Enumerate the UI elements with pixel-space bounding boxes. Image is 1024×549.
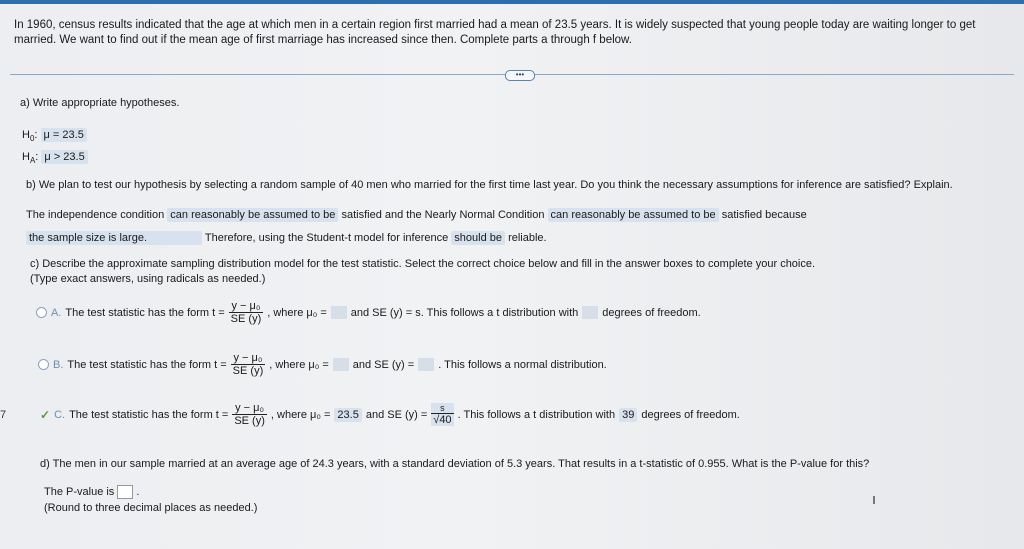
fraction-denominator: SE (y) xyxy=(234,415,265,427)
part-b-prompt: b) We plan to test our hypothesis by selecting a random sample of 40 men who married for the first time last year. Do you think the necessary assumptions for inference are satisfied? Explain. xyxy=(26,179,953,191)
independence-dropdown[interactable]: can reasonably be assumed to be xyxy=(167,208,338,222)
choice-c-text-4: . This follows a t distribution with xyxy=(457,408,616,421)
se-denominator: √40 xyxy=(433,414,452,426)
choice-c-fraction xyxy=(232,402,267,427)
fraction-numerator: y − μ₀ xyxy=(231,352,266,365)
choice-b-radio[interactable] xyxy=(38,359,49,370)
pvalue-suffix: . xyxy=(136,486,140,498)
choice-a-text-3: and SE (y) = s. This follows a t distribution with xyxy=(350,306,579,319)
choice-b-text-3: and SE (y) = xyxy=(352,358,415,371)
hypothesis-null: $H_0$: μ = 23.5 xyxy=(22,128,87,143)
choice-b-se-input[interactable] xyxy=(418,358,434,371)
choice-c-mu0-answer[interactable]: 23.5 xyxy=(334,408,361,422)
choice-b-text-2: , where μ₀ = xyxy=(269,358,329,371)
part-c-prompt: c) Describe the approximate sampling distribution model for the test statistic. Select the correct choice below and fill in the answer boxes to complete your choice. xyxy=(30,258,816,270)
se-numerator: s xyxy=(431,403,453,414)
part-b-text-5: reliable. xyxy=(508,232,547,244)
nearly-normal-dropdown[interactable]: can reasonably be assumed to be xyxy=(548,208,719,222)
fraction-denominator: SE (y) xyxy=(230,313,262,325)
choice-c-text-5: degrees of freedom. xyxy=(641,408,740,421)
part-d-prompt: d) The men in our sample married at an average age of 24.3 years, with a standard deviation of 5.3 years. That results in a t-statistic of 0.955. What is the P-value for this? xyxy=(40,458,870,470)
choice-b-text-4: . This follows a normal distribution. xyxy=(438,358,607,371)
fraction-numerator: y − μ₀ xyxy=(229,300,264,313)
choice-b-letter: B. xyxy=(53,358,64,371)
choice-c-text-2: , where μ₀ = xyxy=(270,408,331,421)
more-options-button[interactable]: ••• xyxy=(505,70,535,81)
pvalue-note: (Round to three decimal places as needed.) xyxy=(44,502,258,514)
choice-a-letter: A. xyxy=(51,306,62,319)
fraction-numerator: y − μ₀ xyxy=(232,402,267,415)
choice-b[interactable] xyxy=(38,352,607,377)
choice-a-text-4: degrees of freedom. xyxy=(602,306,701,319)
choice-a[interactable] xyxy=(36,300,701,325)
pvalue-input[interactable] xyxy=(117,485,133,499)
part-b-text-2: satisfied and the Nearly Normal Condition xyxy=(341,209,545,221)
choice-c-text-3: and SE (y) = xyxy=(365,408,428,421)
choice-a-radio[interactable] xyxy=(36,307,47,318)
part-b-text-1: The independence condition xyxy=(26,209,165,221)
part-b-line1 xyxy=(26,208,807,222)
choice-c-text-1: The test statistic has the form t = xyxy=(69,408,229,421)
part-c-prompt-note: (Type exact answers, using radicals as needed.) xyxy=(30,273,266,285)
h0-answer[interactable]: μ = 23.5 xyxy=(41,128,87,142)
h0-subscript: 0 xyxy=(29,134,35,144)
choice-a-fraction xyxy=(229,300,264,325)
choice-c[interactable] xyxy=(40,402,740,427)
pvalue-row xyxy=(44,485,139,499)
question-page xyxy=(0,4,1024,549)
pvalue-label: The P-value is xyxy=(44,486,115,498)
choice-c-se-answer[interactable] xyxy=(431,403,453,426)
choice-c-df-answer[interactable]: 39 xyxy=(619,408,637,422)
reliability-dropdown[interactable]: should be xyxy=(451,231,505,245)
ha-answer[interactable]: μ > 23.5 xyxy=(41,150,87,164)
mouse-cursor xyxy=(873,496,875,504)
choice-a-mu0-input[interactable] xyxy=(331,306,347,319)
h0-label: H xyxy=(22,129,30,141)
hypothesis-alt: $H_A$: μ > 23.5 xyxy=(22,150,88,165)
choice-b-text-1: The test statistic has the form t = xyxy=(67,358,227,371)
choice-a-text-2: , where μ₀ = xyxy=(267,306,327,319)
part-b-line2 xyxy=(26,231,547,245)
fraction-denominator: SE (y) xyxy=(232,365,264,377)
reason-dropdown[interactable]: the sample size is large. xyxy=(26,231,202,245)
question-intro: In 1960, census results indicated that the age at which men in a certain region first married had a mean of 23.5 years. It is widely suspected that young people today are waiting longer to get married. We want to find out if the mean age of first marriage has increased since then. Complete parts a through f below. xyxy=(14,19,976,46)
part-a-prompt: a) Write appropriate hypotheses. xyxy=(20,97,180,109)
left-edge-mark: 7 xyxy=(0,409,7,421)
choice-b-mu0-input[interactable] xyxy=(333,358,349,371)
choice-a-text-1: The test statistic has the form t = xyxy=(65,306,225,319)
choice-a-df-input[interactable] xyxy=(582,306,598,319)
checkmark-icon: ✓ xyxy=(40,407,51,422)
choice-c-letter: C. xyxy=(54,408,66,421)
ha-label: H xyxy=(22,151,30,163)
part-b-text-3: satisfied because xyxy=(721,209,807,221)
part-b-text-4: Therefore, using the Student-t model for inference xyxy=(204,232,449,244)
choice-b-fraction xyxy=(231,352,266,377)
ha-subscript: A xyxy=(29,156,36,166)
